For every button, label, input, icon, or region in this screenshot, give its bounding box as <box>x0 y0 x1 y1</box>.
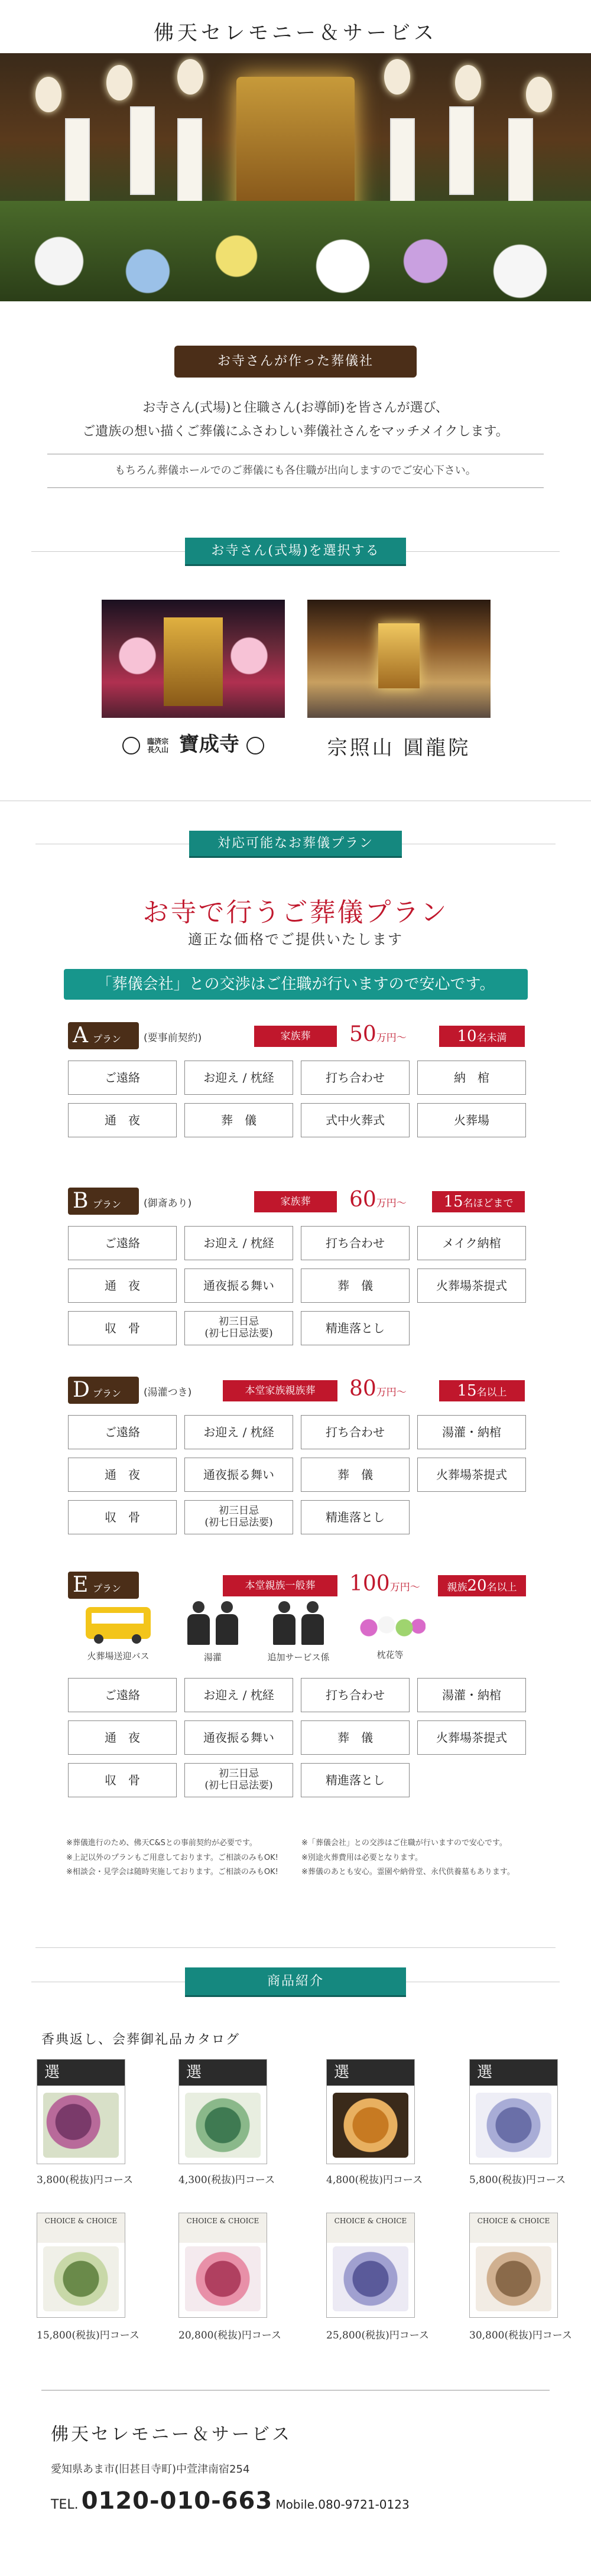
plan-capacity: 親族20名以上 <box>438 1575 526 1596</box>
plan-capacity: 10名未満 <box>439 1026 525 1047</box>
temple-sect: 臨済宗 <box>147 737 169 746</box>
footer-address: 愛知県あま市(旧甚目寺町)中萱津南宿254 <box>51 2463 250 2476</box>
plan-letter-badge: D プラン <box>68 1377 139 1404</box>
catalog-price: 4,300(税抜)円コース <box>178 2174 275 2186</box>
plan-service-cell: 葬 儀 <box>184 1103 293 1137</box>
extra-service-staff: 追加サービス係 <box>257 1601 340 1663</box>
plan-service-cell: 通夜振る舞い <box>184 1458 293 1492</box>
plan-service-cell: 初三日忌 (初七日忌法要) <box>184 1311 293 1345</box>
plan-kind: 本堂親族一般葬 <box>223 1575 337 1596</box>
catalog-card[interactable]: 選 <box>37 2059 125 2164</box>
plan-service-cell: ご遠絡 <box>68 1415 177 1449</box>
plan-service-cell: 精進落とし <box>301 1763 410 1797</box>
extra-yukan: 湯灌 <box>174 1601 251 1663</box>
plan-service-cell: 湯灌・納棺 <box>417 1678 526 1712</box>
plan-kind: 家族葬 <box>254 1026 337 1047</box>
plan-service-cell: お迎え / 枕経 <box>184 1061 293 1095</box>
plan-service-cell: 打ち合わせ <box>301 1415 410 1449</box>
plan-kind: 本堂家族親族葬 <box>223 1380 337 1401</box>
plan-service-cell: お迎え / 枕経 <box>184 1678 293 1712</box>
plan-service-cell: 火葬場茶提式 <box>417 1458 526 1492</box>
plan-e <box>68 1572 526 1791</box>
plan-price: 60万円〜 <box>349 1188 407 1212</box>
about-line-3: もちろん葬儀ホールでのご葬儀にも各住職が出向しますのでご安心下さい。 <box>115 464 476 477</box>
temple-name-text: 寶成寺 <box>178 733 239 756</box>
plan-service-cell: 通夜振る舞い <box>184 1269 293 1303</box>
catalog-card[interactable]: 選 <box>178 2059 267 2164</box>
extra-pillow-flowers: 枕花等 <box>346 1613 434 1661</box>
temple-seal-icon <box>122 737 140 754</box>
plan-service-cell: ご遠絡 <box>68 1226 177 1260</box>
note-item: ※「葬儀会社」との交渉はご住職が行いますので安心です。 <box>301 1839 507 1848</box>
note-item: ※相談会・見学会は随時実施しております。ご相談のみもOK! <box>66 1868 278 1877</box>
temple-section-heading: お寺さん(式場)を選択する <box>185 538 406 566</box>
catalog-card[interactable]: CHOICE & CHOICE <box>178 2213 267 2318</box>
plans-title: お寺で行うご葬儀プラン <box>142 897 449 928</box>
plan-service-cell: 式中火葬式 <box>301 1103 410 1137</box>
plan-service-cell: 打ち合わせ <box>301 1678 410 1712</box>
catalog-price: 15,800(税抜)円コース <box>37 2330 139 2341</box>
plan-service-cell: 精進落とし <box>301 1311 410 1345</box>
divider <box>47 487 544 488</box>
plan-service-cell: ご遠絡 <box>68 1678 177 1712</box>
plan-price: 100万円〜 <box>349 1572 420 1596</box>
plan-service-cell: 精進落とし <box>301 1500 410 1534</box>
catalog-price: 4,800(税抜)円コース <box>326 2174 423 2186</box>
plan-price: 50万円〜 <box>349 1022 407 1046</box>
plan-service-cell: ご遠絡 <box>68 1061 177 1095</box>
plan-notes-left <box>66 1836 297 1880</box>
plan-service-cell: 収 骨 <box>68 1500 177 1534</box>
about-line-1: お寺さん(式場)と住職さん(お導師)を皆さんが選び、 <box>142 401 449 415</box>
note-item: ※別途火葬費用は必要となります。 <box>301 1853 423 1862</box>
plan-service-cell: 納 棺 <box>417 1061 526 1095</box>
extra-bus: 火葬場送迎バス <box>68 1607 168 1662</box>
plan-d <box>68 1377 526 1528</box>
catalog-title: 香典返し、会葬御礼品カタログ <box>41 2032 241 2047</box>
plan-a <box>68 1022 526 1127</box>
hero-altar-photo <box>0 53 591 301</box>
plan-service-cell: 葬 儀 <box>301 1720 410 1755</box>
note-item: ※葬儀進行のため、佛天C&Sとの事前契約が必要です。 <box>66 1839 257 1848</box>
plan-service-cell: 火葬場茶提式 <box>417 1720 526 1755</box>
plan-service-cell: 火葬場茶提式 <box>417 1269 526 1303</box>
about-badge: お寺さんが作った葬儀社 <box>174 346 417 378</box>
staff-icon <box>215 1601 239 1648</box>
plan-service-cell: 打ち合わせ <box>301 1226 410 1260</box>
plan-service-cell: 通 夜 <box>68 1458 177 1492</box>
staff-icon <box>272 1601 297 1648</box>
plans-subtitle: 適正な価格でご提供いたします <box>188 931 403 948</box>
note-item: ※葬儀のあとも安心。霊園や納骨堂、永代供養墓もあります。 <box>301 1868 515 1877</box>
catalog-card[interactable]: CHOICE & CHOICE <box>326 2213 415 2318</box>
divider <box>35 1947 556 1948</box>
plan-b <box>68 1188 526 1339</box>
catalog-price: 30,800(税抜)円コース <box>469 2330 572 2341</box>
products-section-heading: 商品紹介 <box>185 1967 406 1997</box>
mobile-number[interactable]: Mobile.080-9721-0123 <box>275 2497 410 2512</box>
note-item: ※上記以外のプランもご用意しております。ご相談のみもOK! <box>66 1853 278 1862</box>
plan-service-cell: 初三日忌 (初七日忌法要) <box>184 1500 293 1534</box>
temple-name-hoseiji[interactable] <box>102 728 285 757</box>
site-title: 佛天セレモニー＆サービス <box>154 21 437 45</box>
plan-service-cell: 湯灌・納棺 <box>417 1415 526 1449</box>
plan-note: (御斎あり) <box>144 1198 192 1209</box>
staff-icon <box>186 1601 211 1648</box>
plan-service-cell: メイク納棺 <box>417 1226 526 1260</box>
temple-name-enryuin[interactable]: 宗照山 圓龍院 <box>327 736 471 760</box>
plan-note: (湯灌つき) <box>144 1387 192 1398</box>
plan-letter-badge: E プラン <box>68 1572 139 1599</box>
plan-price: 80万円〜 <box>349 1377 407 1401</box>
plan-kind: 家族葬 <box>254 1191 337 1212</box>
plans-banner: 「葬儀会社」との交渉はご住職が行いますので安心です。 <box>64 969 528 1000</box>
plan-service-cell: 収 骨 <box>68 1763 177 1797</box>
temple-photo-hoseiji[interactable] <box>102 600 285 718</box>
plan-service-cell: 収 骨 <box>68 1311 177 1345</box>
temple-seal-icon <box>246 737 264 754</box>
plan-service-cell: お迎え / 枕経 <box>184 1226 293 1260</box>
flower-icon <box>355 1613 426 1642</box>
phone-number[interactable]: 0120-010-663 <box>81 2487 273 2515</box>
footer-company-name: 佛天セレモニー＆サービス <box>51 2424 292 2445</box>
plan-service-cell: 通 夜 <box>68 1103 177 1137</box>
plan-service-cell: 火葬場 <box>417 1103 526 1137</box>
plan-capacity: 15名以上 <box>439 1380 525 1401</box>
plan-capacity: 15名ほどまで <box>432 1191 525 1212</box>
catalog-price: 20,800(税抜)円コース <box>178 2330 281 2341</box>
about-line-2: ご遺族の想い描くご葬儀にふさわしい葬儀社さんをマッチメイクします。 <box>82 424 509 439</box>
plan-note: (要事前契約) <box>144 1032 202 1044</box>
catalog-card[interactable]: 選 <box>469 2059 558 2164</box>
plan-service-cell: 通 夜 <box>68 1269 177 1303</box>
plan-service-cell: 通夜振る舞い <box>184 1720 293 1755</box>
plan-service-cell: お迎え / 枕経 <box>184 1415 293 1449</box>
footer-phone[interactable]: TEL. 0120-010-663 Mobile.080-9721-0123 <box>51 2487 410 2515</box>
catalog-price: 25,800(税抜)円コース <box>326 2330 429 2341</box>
plan-service-cell: 葬 儀 <box>301 1269 410 1303</box>
plan-letter-badge: B プラン <box>68 1188 139 1215</box>
plan-service-cell: 初三日忌 (初七日忌法要) <box>184 1763 293 1797</box>
temple-mountain: 長久山 <box>147 746 169 754</box>
bus-icon <box>86 1607 151 1639</box>
catalog-price: 5,800(税抜)円コース <box>469 2174 566 2186</box>
plan-notes-right <box>301 1836 532 1880</box>
temple-photo-enryuin[interactable] <box>307 600 491 718</box>
catalog-card[interactable]: CHOICE & CHOICE <box>37 2213 125 2318</box>
plans-section-heading: 対応可能なお葬儀プラン <box>189 831 402 858</box>
staff-icon <box>300 1601 325 1648</box>
catalog-card[interactable]: 選 <box>326 2059 415 2164</box>
plan-service-cell: 葬 儀 <box>301 1458 410 1492</box>
catalog-card[interactable]: CHOICE & CHOICE <box>469 2213 558 2318</box>
plan-service-cell: 通 夜 <box>68 1720 177 1755</box>
catalog-price: 3,800(税抜)円コース <box>37 2174 134 2186</box>
plan-service-cell: 打ち合わせ <box>301 1061 410 1095</box>
plan-letter-badge: A プラン <box>68 1022 139 1049</box>
